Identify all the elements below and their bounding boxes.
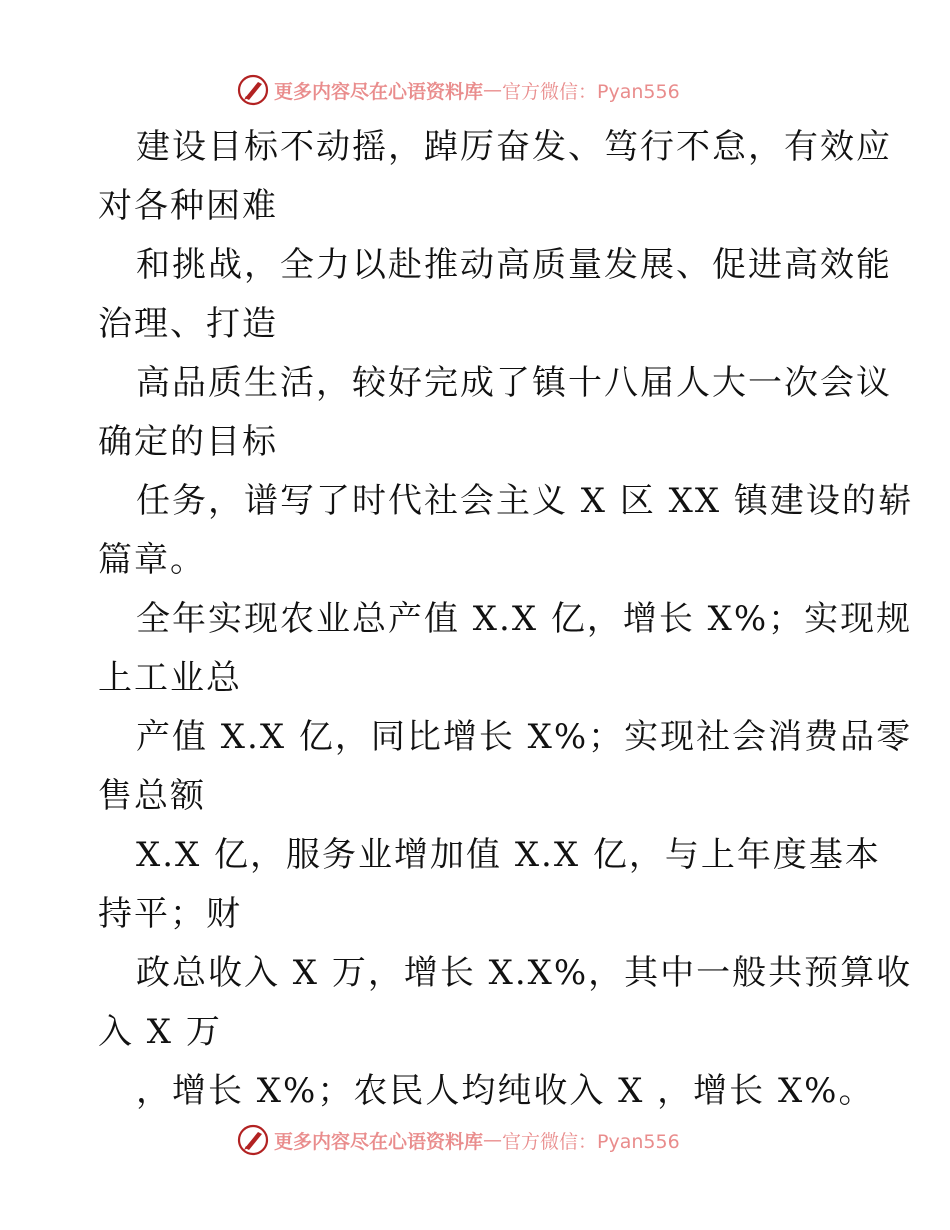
text-line: ，增长 X%；农民人均纯收入 X ，增长 X%。 — [136, 1071, 875, 1111]
text-line: 治理、打造 — [98, 304, 278, 344]
quill-pen-in-circle-icon — [236, 73, 270, 107]
text-line: 政总收入 X 万，增长 X.X%，其中一般共预算收 — [136, 953, 913, 993]
text-line: 高品质生活，较好完成了镇十八届人大一次会议 — [136, 363, 892, 403]
text-line: 建设目标不动摇，踔厉奋发、笃行不怠，有效应 — [136, 127, 892, 167]
watermark-separator: — — [483, 1129, 503, 1151]
watermark-contact: 官方微信：Pyan556 — [502, 1130, 680, 1153]
document-body — [98, 118, 914, 1121]
text-line: 产值 X.X 亿，同比增长 X%；实现社会消费品零 — [136, 717, 913, 757]
text-line: 入 X 万 — [98, 1012, 222, 1052]
text-line: 上工业总 — [98, 658, 242, 698]
text-line: 持平；财 — [98, 894, 242, 934]
watermark-brand: 更多内容尽在心语资料库 — [274, 80, 484, 103]
text-line: 任务，谱写了时代社会主义 X 区 XX 镇建设的崭 — [136, 481, 914, 521]
text-line: 确定的目标 — [98, 422, 278, 462]
text-line: 和挑战，全力以赴推动高质量发展、促进高效能 — [136, 245, 892, 285]
text-line: 全年实现农业总产值 X.X 亿，增长 X%；实现规 — [136, 599, 913, 639]
text-line: 篇章。 — [98, 540, 206, 580]
text-line: X.X 亿，服务业增加值 X.X 亿，与上年度基本 — [136, 835, 881, 875]
watermark-brand: 更多内容尽在心语资料库 — [274, 1130, 484, 1153]
quill-pen-in-circle-icon — [236, 1123, 270, 1157]
text-line: 对各种困难 — [98, 186, 278, 226]
header-watermark — [236, 72, 680, 108]
text-line: 售总额 — [98, 776, 206, 816]
watermark-contact: 官方微信：Pyan556 — [502, 80, 680, 103]
footer-watermark — [236, 1122, 680, 1158]
watermark-separator: — — [483, 79, 503, 101]
